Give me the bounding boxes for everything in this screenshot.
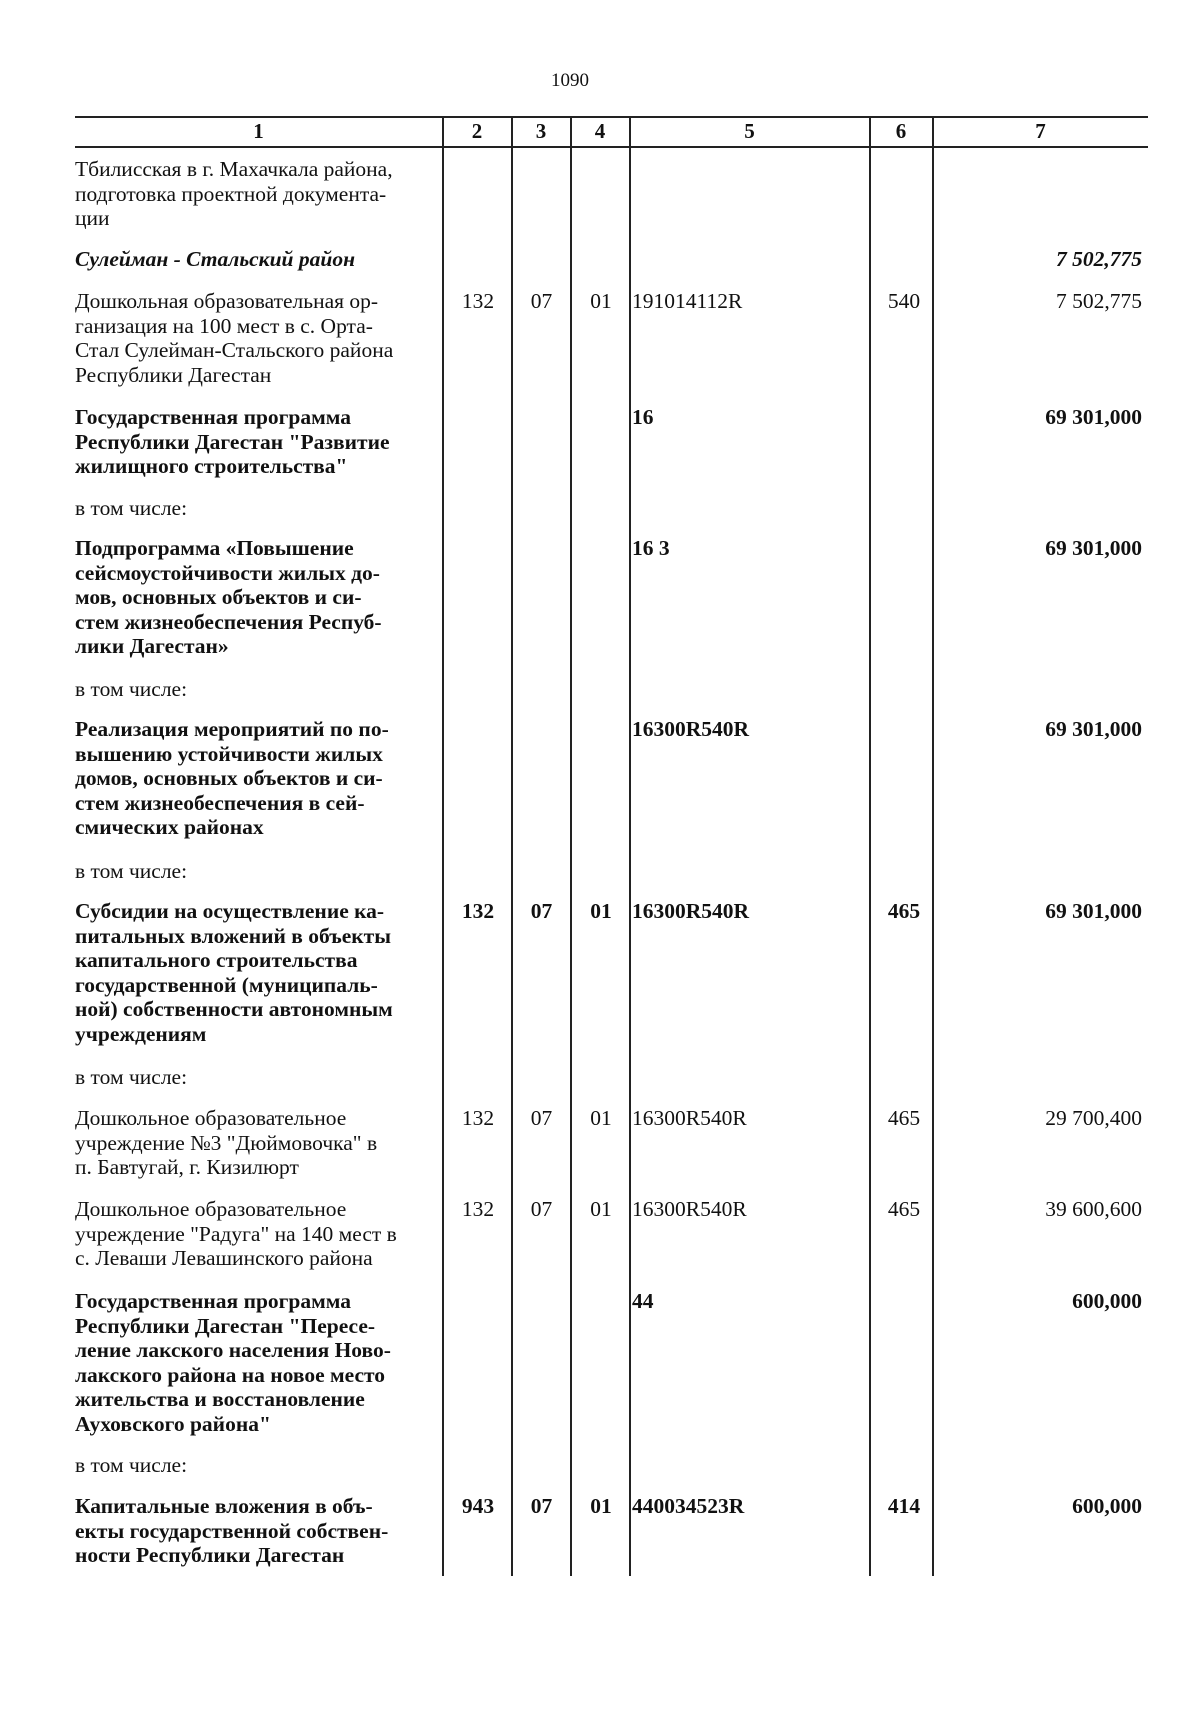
row-col3: 07 bbox=[530, 1197, 553, 1221]
column-header-2: 2 bbox=[471, 119, 483, 143]
row-col2: 943 bbox=[461, 1494, 495, 1518]
row-amount: 7 502,775 bbox=[1056, 247, 1142, 271]
row-description: Капитальные вложения в объ- екты государственной собствен- ности Республики Дагестан bbox=[75, 1494, 389, 1567]
row-code: 440034523R bbox=[632, 1494, 745, 1518]
row-amount: 69 301,000 bbox=[1045, 717, 1142, 741]
row-code: 191014112R bbox=[632, 289, 743, 313]
column-header-6: 6 bbox=[895, 119, 907, 143]
row-description: Сулейман - Стальский район bbox=[75, 247, 356, 271]
column-header-3: 3 bbox=[535, 119, 547, 143]
row-col3: 07 bbox=[530, 899, 553, 923]
row-amount: 39 600,600 bbox=[1045, 1197, 1142, 1221]
row-description: Субсидии на осуществление ка- питальных вложений в объекты капитального строительства государственной (муниципаль- ной) собственности автономным учреждениям bbox=[75, 899, 393, 1046]
row-col4: 01 bbox=[590, 899, 612, 923]
column-header-7: 7 bbox=[1035, 119, 1046, 143]
row-code: 16 bbox=[632, 405, 654, 429]
column-divider bbox=[570, 116, 572, 1576]
row-code: 16300R540R bbox=[632, 1197, 747, 1221]
table-header-rule bbox=[75, 146, 1148, 148]
row-col2: 132 bbox=[461, 1197, 495, 1221]
row-col6: 540 bbox=[887, 289, 921, 313]
row-description: в том числе: bbox=[75, 677, 188, 701]
row-description: в том числе: bbox=[75, 496, 188, 520]
row-col3: 07 bbox=[530, 1494, 553, 1518]
column-header-4: 4 bbox=[594, 119, 606, 143]
row-col2: 132 bbox=[461, 289, 495, 313]
row-description: Государственная программа Республики Дагестан "Пересе- ление лакского населения Ново- лакского района на новое место жительства и восстановление Ауховского района" bbox=[75, 1289, 391, 1436]
column-divider bbox=[511, 116, 513, 1576]
row-amount: 600,000 bbox=[1072, 1494, 1142, 1518]
row-col4: 01 bbox=[590, 1197, 612, 1221]
row-amount: 69 301,000 bbox=[1045, 536, 1142, 560]
row-description: Реализация мероприятий по по- вышению устойчивости жилых домов, основных объектов и си- стем жизнеобеспечения в сей- смических районах bbox=[75, 717, 389, 839]
row-code: 44 bbox=[632, 1289, 654, 1313]
row-code: 16300R540R bbox=[632, 717, 750, 741]
row-amount: 69 301,000 bbox=[1045, 899, 1142, 923]
row-description: Дошкольное образовательное учреждение №3 "Дюймовочка" в п. Бавтугай, г. Кизилюрт bbox=[75, 1106, 378, 1179]
row-col3: 07 bbox=[530, 289, 553, 313]
column-divider bbox=[629, 116, 631, 1576]
row-amount: 600,000 bbox=[1072, 1289, 1142, 1313]
row-col6: 465 bbox=[887, 1197, 921, 1221]
row-col6: 465 bbox=[887, 899, 921, 923]
column-header-5: 5 bbox=[744, 119, 755, 143]
row-description: Государственная программа Республики Дагестан "Развитие жилищного строительства" bbox=[75, 405, 390, 478]
column-header-1: 1 bbox=[253, 119, 264, 143]
row-code: 16 3 bbox=[632, 536, 670, 560]
row-col4: 01 bbox=[590, 289, 612, 313]
row-description: в том числе: bbox=[75, 859, 188, 883]
column-divider bbox=[869, 116, 871, 1576]
row-amount: 29 700,400 bbox=[1045, 1106, 1142, 1130]
column-divider bbox=[932, 116, 934, 1576]
row-amount: 7 502,775 bbox=[1056, 289, 1142, 313]
row-description: Дошкольное образовательное учреждение "Радуга" на 140 мест в с. Леваши Левашинского района bbox=[75, 1197, 397, 1270]
page-number: 1090 bbox=[551, 70, 589, 91]
row-col4: 01 bbox=[590, 1494, 612, 1518]
row-col2: 132 bbox=[461, 1106, 495, 1130]
row-col4: 01 bbox=[590, 1106, 612, 1130]
row-col2: 132 bbox=[461, 899, 495, 923]
row-description: в том числе: bbox=[75, 1065, 188, 1089]
row-col6: 414 bbox=[887, 1494, 921, 1518]
row-col3: 07 bbox=[530, 1106, 553, 1130]
row-description: Тбилисская в г. Махачкала района, подготовка проектной документа- ции bbox=[75, 157, 393, 230]
row-amount: 69 301,000 bbox=[1045, 405, 1142, 429]
row-description: в том числе: bbox=[75, 1453, 188, 1477]
row-code: 16300R540R bbox=[632, 899, 750, 923]
row-description: Дошкольная образовательная ор- ганизация на 100 мест в с. Орта- Стал Сулейман-Стальского района Республики Дагестан bbox=[75, 289, 394, 387]
row-code: 16300R540R bbox=[632, 1106, 747, 1130]
row-col6: 465 bbox=[887, 1106, 921, 1130]
row-description: Подпрограмма «Повышение сейсмоустойчивости жилых до- мов, основных объектов и си- стем жизнеобеспечения Респуб- лики Дагестан» bbox=[75, 536, 382, 658]
